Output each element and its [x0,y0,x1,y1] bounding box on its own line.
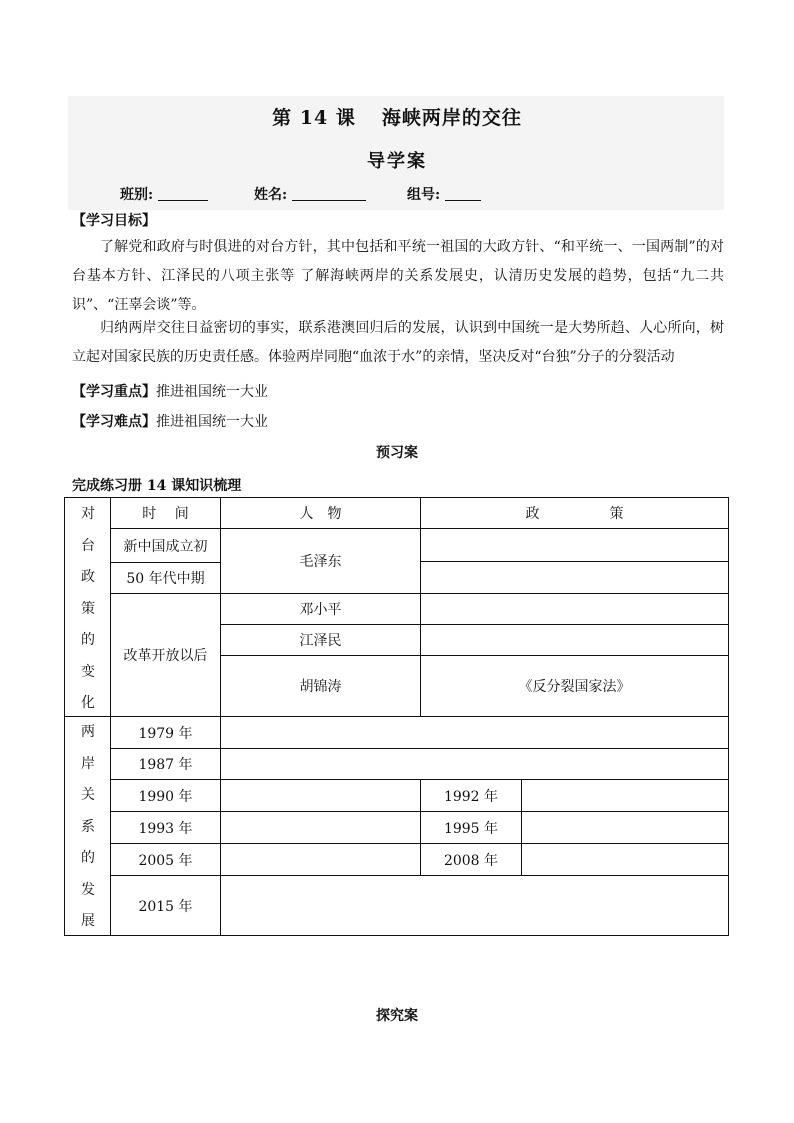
year-cell-2015: 2015 年 [138,898,193,915]
year-cell-1993: 1993 年 [138,820,193,837]
year-cell-1990: 1990 年 [138,788,193,805]
year-cell-1992: 1992 年 [443,788,499,805]
difficulty-text: 推进祖国统一大业 [156,414,268,430]
group-field [407,184,481,204]
time-cell-mid-50s: 50 年代中期 [126,571,205,587]
header-person: 人 物 [299,506,342,522]
relations-vertical-label [66,717,110,938]
person-cell-jiang: 江泽民 [299,633,342,649]
difficulty-line [72,411,268,431]
group-label: 组号: [407,187,441,203]
vchar: 的 [81,850,95,866]
name-field [254,184,366,204]
name-label: 姓名: [254,187,288,203]
vchar: 变 [81,663,95,680]
class-label: 班别: [120,187,154,203]
vchar: 策 [81,600,95,617]
row-line-policy-1 [420,561,729,562]
vchar: 关 [81,787,95,803]
vchar: 政 [81,569,95,585]
person-cell-mao: 毛泽东 [299,554,342,570]
lesson-title: 海峡两岸的交往 [381,107,522,129]
year-cell-1995: 1995 年 [443,820,499,837]
page-title [0,103,794,130]
explore-label: 探究案 [376,1008,418,1024]
col-line-4-lower [521,780,522,875]
vchar: 对 [81,506,95,522]
focus-text: 推进祖国统一大业 [156,384,268,400]
focus-line [72,381,268,401]
task-line: 完成练习册 14 课知识梳理 [72,478,242,494]
vchar: 台 [81,537,95,554]
name-blank [292,186,366,201]
group-blank [445,186,481,201]
person-cell-hu: 胡锦涛 [299,679,342,695]
vchar: 岸 [81,755,95,772]
time-cell-early-prc: 新中国成立初 [123,538,208,555]
preview-label: 预习案 [376,445,418,461]
year-cell-2005: 2005 年 [138,852,193,869]
lesson-number: 第 14 课 [272,107,356,129]
vchar: 的 [81,632,95,648]
vchar: 展 [81,913,95,929]
policy-cell-anti-secession: 《反分裂国家法》 [518,679,631,695]
objectives-paragraph-2: 归纳两岸交往日益密切的事实，联系港澳回归后的发展，认识到中国统一是大势所趋、人心所向，树立起对国家民族的历史责任感。体验两岸同胞“血浓于水”的亲情，坚决反对“台独”分子的分裂活动 [72,320,724,365]
vchar: 化 [81,695,95,711]
objectives-paragraph-1: 了解党和政府与时俱进的对台方针，其中包括和平统一祖国的大政方针、“和平统一、一国两制”的对台基本方针、江泽民的八项主张等 了解海峡两岸的关系发展史，认清历史发展的趋势，包括“九二共识”、“汪辜会谈”等。 [72,239,724,313]
year-cell-1987: 1987 年 [138,757,193,773]
focus-heading: 【学习重点】 [72,384,156,400]
vchar: 两 [81,724,95,740]
person-cell-deng: 邓小平 [299,602,342,618]
vchar: 系 [81,818,95,835]
table-border-bottom [64,935,729,936]
year-cell-2008: 2008 年 [443,852,499,869]
header-time: 时 间 [142,506,189,522]
objectives-heading: 【学习目标】 [72,213,156,229]
page-subtitle: 导学案 [367,151,427,172]
class-field [120,184,208,204]
year-cell-1979: 1979 年 [138,725,193,742]
vchar: 发 [81,881,95,898]
difficulty-heading: 【学习难点】 [72,414,156,430]
class-blank [158,186,208,201]
header-policy: 政 策 [525,506,624,522]
policy-change-vertical-label [66,499,110,720]
time-cell-reform: 改革开放以后 [123,648,208,664]
